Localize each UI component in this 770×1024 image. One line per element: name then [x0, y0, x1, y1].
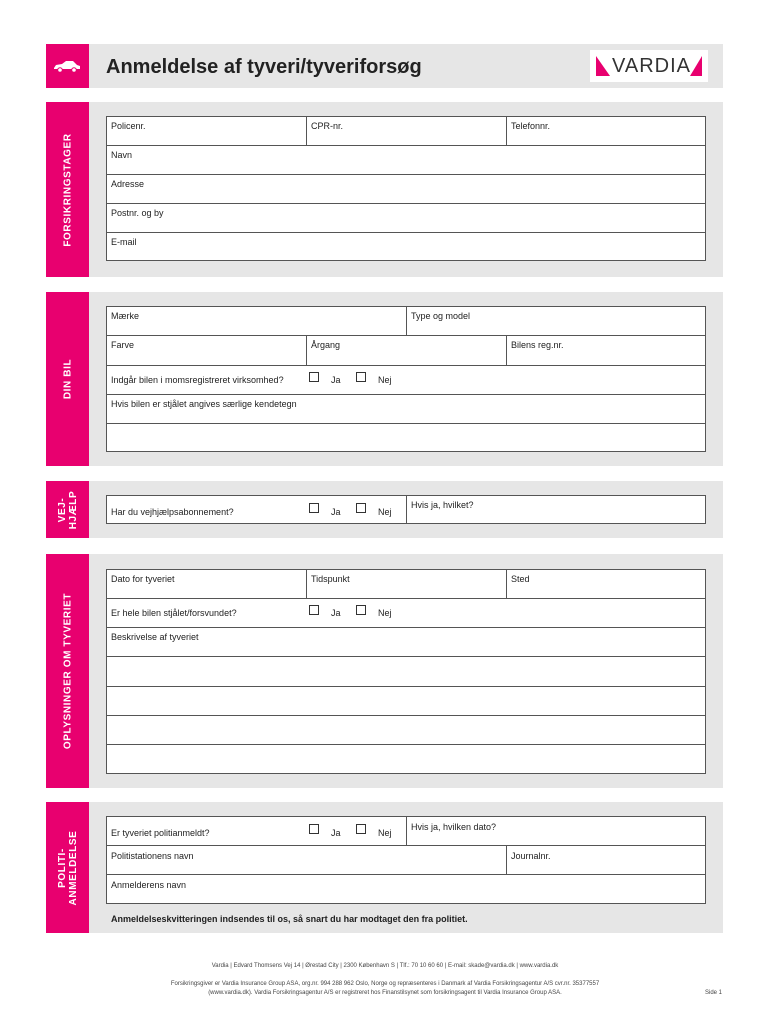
aargang-field[interactable]: Årgang [311, 340, 341, 350]
anmelder-field[interactable]: Anmelderens navn [111, 880, 187, 890]
anmeldt-question: Er tyveriet politianmeldt? [111, 828, 210, 838]
farve-field[interactable]: Farve [111, 340, 135, 350]
telefon-field[interactable]: Telefonnr. [511, 121, 551, 131]
email-field[interactable]: E-mail [111, 237, 137, 247]
vejhjaelp-nej-checkbox[interactable] [356, 503, 366, 513]
header-tab [46, 44, 89, 88]
moms-nej-label: Nej [378, 375, 392, 385]
logo-text: VARDIA [612, 55, 691, 77]
kendetegn-field[interactable]: Hvis bilen er stjålet angives særlige kendetegn [111, 399, 297, 409]
sted-field[interactable]: Sted [511, 574, 530, 584]
section-label-din-bil: DIN BIL [62, 358, 73, 400]
anmeldt-nej-checkbox[interactable] [356, 824, 366, 834]
dato-field[interactable]: Dato for tyveriet [111, 574, 175, 584]
vejhjaelp-ja-checkbox[interactable] [309, 503, 319, 513]
stjaalet-nej-checkbox[interactable] [356, 605, 366, 615]
vejhjaelp-ja-label: Ja [331, 507, 341, 517]
tab-forsikringstager [46, 102, 89, 277]
tidspunkt-field[interactable]: Tidspunkt [311, 574, 350, 584]
policenr-field[interactable]: Policenr. [111, 121, 146, 131]
vejhjaelp-label-line1: VEJ- [56, 497, 68, 522]
stjaalet-nej-label: Nej [378, 608, 392, 618]
footer-legal-2: (www.vardia.dk). Vardia Forsikringsagentur A/S er registreret hos Finanstilsynet som forsikringsagent til Vardia Insurance Group ASA. [208, 990, 562, 996]
stjaalet-ja-label: Ja [331, 608, 341, 618]
vejhjaelp-label-line2: HJÆLP [67, 490, 79, 529]
section-label-forsikringstager: FORSIKRINGSTAGER [62, 132, 73, 247]
tab-politi [46, 802, 89, 933]
section-label-tyveriet: OPLYSNINGER OM TYVERIET [62, 592, 73, 750]
politi-label-line2: ANMELDELSE [67, 830, 79, 905]
kvittering-note: Anmeldelseskvitteringen indsendes til os, så snart du har modtaget den fra politiet. [111, 914, 468, 924]
tab-vejhjaelp [46, 481, 89, 538]
adresse-field[interactable]: Adresse [111, 179, 145, 189]
moms-nej-checkbox[interactable] [356, 372, 366, 382]
regnr-field[interactable]: Bilens reg.nr. [511, 340, 564, 350]
anmeldt-ja-label: Ja [331, 828, 341, 838]
type-field[interactable]: Type og model [411, 311, 471, 321]
footer-legal-1: Forsikringsgiver er Vardia Insurance Group ASA, org.nr. 994 288 962 Oslo, Norge og repræsenteres i Danmark af Vardia Forsikringsagentur A/S cvr.nr. 35377557 [170, 981, 600, 987]
navn-field[interactable]: Navn [111, 150, 133, 160]
vejhjaelp-hvilket-field[interactable]: Hvis ja, hvilket? [411, 500, 474, 510]
section-label-vejhjaelp [57, 490, 79, 529]
stjaalet-question: Er hele bilen stjålet/forsvundet? [111, 608, 237, 618]
cpr-field[interactable]: CPR-nr. [311, 121, 344, 131]
kendetegn-line-2[interactable] [107, 424, 705, 451]
anmeldt-dato-field[interactable]: Hvis ja, hvilken dato? [411, 822, 497, 832]
tab-din-bil [46, 292, 89, 466]
logo-mark-icon [596, 56, 610, 76]
beskrivelse-field[interactable]: Beskrivelse af tyveriet [111, 632, 199, 642]
page-number: Side 1 [705, 990, 723, 996]
moms-ja-label: Ja [331, 375, 341, 385]
car-icon [52, 59, 82, 73]
station-field[interactable]: Politistationens navn [111, 851, 194, 861]
page-title: Anmeldelse af tyveri/tyveriforsøg [106, 56, 422, 78]
moms-ja-checkbox[interactable] [309, 372, 319, 382]
postnr-field[interactable]: Postnr. og by [111, 208, 164, 218]
vardia-logo [590, 50, 708, 82]
section-label-politi [57, 830, 79, 905]
vejhjaelp-nej-label: Nej [378, 507, 392, 517]
footer-contact: Vardia | Edvard Thomsens Vej 14 | Ørestad City | 2300 København S | Tlf.: 70 10 60 60 | E-mail: skade@vardia.dk | www.vardia.dk [211, 963, 559, 969]
politi-label-line1: POLITI- [56, 847, 68, 888]
anmeldt-nej-label: Nej [378, 828, 392, 838]
forsikringstager-form [106, 116, 706, 261]
maerke-field[interactable]: Mærke [111, 311, 140, 321]
journal-field[interactable]: Journalnr. [511, 851, 551, 861]
stjaalet-ja-checkbox[interactable] [309, 605, 319, 615]
logo-mark-right-icon [690, 56, 702, 76]
moms-question: Indgår bilen i momsregistreret virksomhed? [111, 375, 284, 385]
anmeldt-ja-checkbox[interactable] [309, 824, 319, 834]
vejhjaelp-question: Har du vejhjælpsabonnement? [111, 507, 234, 517]
tab-tyveriet [46, 554, 89, 788]
